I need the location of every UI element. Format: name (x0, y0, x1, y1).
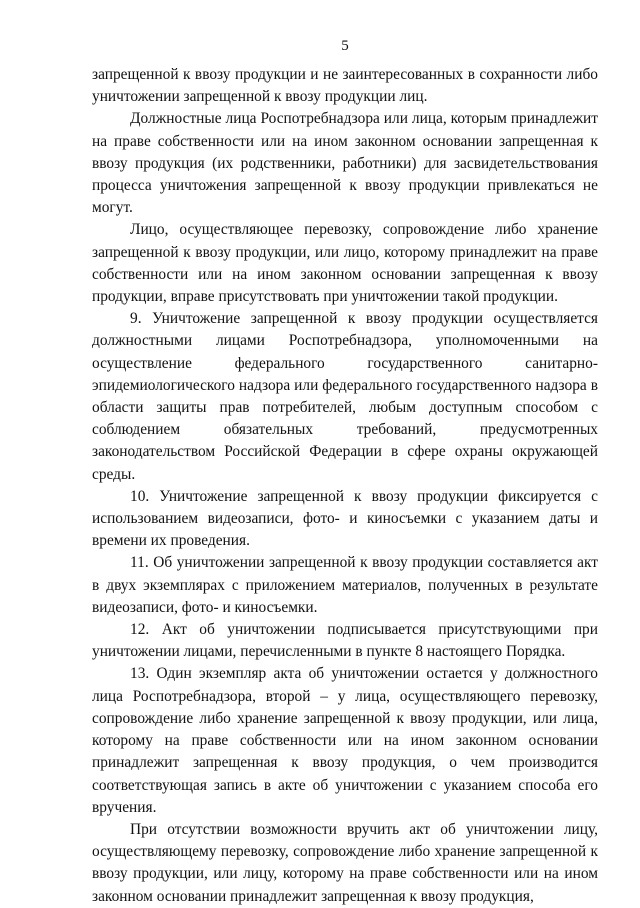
paragraph: 9. Уничтожение запрещенной к ввозу продукции осуществляется должностными лицами Роспотребнадзора, уполномоченными на осуществление федерального государственного санитарно-эпидемиологического надзора или федерального государственного надзора в области защиты прав потребителей, любым доступным способом с соблюдением обязательных требований, предусмотренных законодательством Российской Федерации в сфере охраны окружающей среды. (92, 310, 598, 483)
paragraph: При отсутствии возможности вручить акт об уничтожении лицу, осуществляющему перевозку, сопровождение либо хранение запрещенной к ввозу продукции, или лицу, которому на праве собственности или на ином законном основании принадлежит запрещенная к ввозу продукция, (92, 820, 598, 905)
paragraph: 11. Об уничтожении запрещенной к ввозу продукции составляется акт в двух экземплярах с приложением материалов, полученных в результате видеозаписи, фото- и киносъемки. (92, 554, 598, 616)
document-body (92, 64, 598, 908)
paragraph: 10. Уничтожение запрещенной к ввозу продукции фиксируется с использованием видеозаписи, фото- и киносъемки с указанием даты и времени их проведения. (92, 487, 598, 550)
page-number: 5 (341, 38, 349, 54)
paragraph: 12. Акт об уничтожении подписывается присутствующими при уничтожении лицами, перечисленными в пункте 8 настоящего Порядка. (92, 621, 598, 661)
paragraph: Должностные лица Роспотребнадзора или лица, которым принадлежит на праве собственности или на ином законном основании запрещенная к ввозу продукция (их родственники, работники) для засвидетельствования процесса уничтожения запрещенной к ввозу продукции привлекаться не могут. (92, 110, 598, 217)
paragraph: 13. Один экземпляр акта об уничтожении остается у должностного лица Роспотребнадзора, второй – у лица, осуществляющего перевозку, сопровождение либо хранение запрещенной к ввозу продукции, или лица, которому на праве собственности или на ином законном основании принадлежит запрещенная к ввозу продукция, о чем производится соответствующая запись в акте об уничтожении с указанием способа его вручения. (92, 665, 598, 816)
paragraph: Лицо, осуществляющее перевозку, сопровождение либо хранение запрещенной к ввозу продукции, или лицо, которому принадлежит на праве собственности или на ином законном основании запрещенная к ввозу продукции, вправе присутствовать при уничтожении такой продукции. (92, 221, 598, 306)
paragraph: запрещенной к ввозу продукции и не заинтересованных в сохранности либо уничтожении запрещенной к ввозу продукции лиц. (92, 66, 598, 106)
